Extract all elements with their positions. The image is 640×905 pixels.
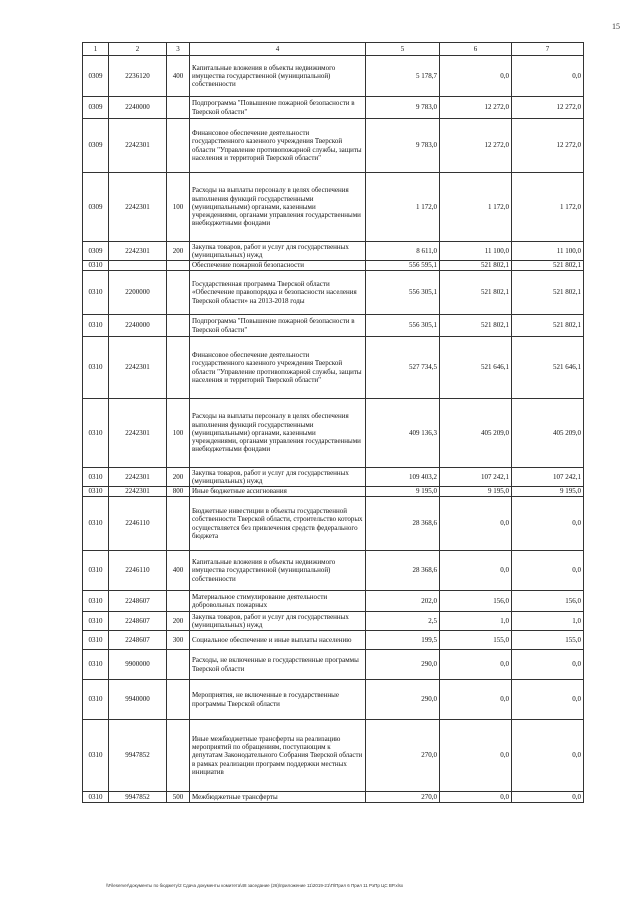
cell-c7: 9 195,0 (512, 487, 584, 497)
header-cell: 1 (83, 43, 109, 56)
cell-c3 (167, 650, 190, 680)
cell-c7: 0,0 (512, 680, 584, 720)
cell-c1: 0309 (83, 242, 109, 261)
cell-c1: 0310 (83, 399, 109, 468)
cell-c6: 0,0 (440, 720, 512, 792)
cell-c5: 9 783,0 (366, 119, 440, 173)
cell-c2: 9947852 (109, 792, 167, 803)
cell-c1: 0309 (83, 173, 109, 242)
cell-c1: 0309 (83, 119, 109, 173)
cell-c7: 521 802,1 (512, 271, 584, 315)
cell-c4: Закупка товаров, работ и услуг для государственных (муниципальных) нужд (190, 468, 366, 487)
table-row (83, 631, 584, 650)
cell-c4: Социальное обеспечение и иные выплаты населению (190, 631, 366, 650)
cell-c4: Бюджетные инвестиции в объекты государственной собственности Тверской области, строительство которых осуществляется без привлечения средств федерального бюджета (190, 497, 366, 551)
cell-c7: 521 646,1 (512, 337, 584, 399)
cell-c7: 0,0 (512, 720, 584, 792)
cell-c2: 2246110 (109, 497, 167, 551)
cell-c1: 0310 (83, 720, 109, 792)
cell-c2: 2248607 (109, 612, 167, 631)
cell-c3: 300 (167, 631, 190, 650)
table-row (83, 56, 584, 97)
table-row (83, 315, 584, 337)
cell-c6: 521 646,1 (440, 337, 512, 399)
cell-c3 (167, 261, 190, 271)
cell-c6: 521 802,1 (440, 271, 512, 315)
cell-c6: 0,0 (440, 56, 512, 97)
page-number: 15 (612, 22, 620, 31)
cell-c7: 155,0 (512, 631, 584, 650)
cell-c3 (167, 720, 190, 792)
header-cell: 7 (512, 43, 584, 56)
cell-c1: 0310 (83, 271, 109, 315)
table-row (83, 720, 584, 792)
cell-c6: 1 172,0 (440, 173, 512, 242)
cell-c7: 521 802,1 (512, 315, 584, 337)
cell-c2: 2242301 (109, 337, 167, 399)
table-row (83, 650, 584, 680)
cell-c1: 0310 (83, 261, 109, 271)
cell-c4: Подпрограмма "Повышение пожарной безопасности в Тверской области" (190, 315, 366, 337)
cell-c1: 0310 (83, 337, 109, 399)
cell-c6: 0,0 (440, 551, 512, 591)
cell-c1: 0310 (83, 650, 109, 680)
cell-c5: 9 195,0 (366, 487, 440, 497)
cell-c7: 12 272,0 (512, 97, 584, 119)
cell-c5: 270,0 (366, 792, 440, 803)
cell-c3: 400 (167, 551, 190, 591)
cell-c4: Иные бюджетные ассигнования (190, 487, 366, 497)
cell-c6: 12 272,0 (440, 97, 512, 119)
cell-c4: Обеспечение пожарной безопасности (190, 261, 366, 271)
cell-c3: 500 (167, 792, 190, 803)
cell-c2: 2240000 (109, 97, 167, 119)
cell-c4: Расходы, не включенные в государственные программы Тверской области (190, 650, 366, 680)
cell-c4: Закупка товаров, работ и услуг для государственных (муниципальных) нужд (190, 242, 366, 261)
cell-c4: Финансовое обеспечение деятельности государственного казенного учреждения Тверской области "Управление противопожарной службы, защиты населения и территорий Тверской области" (190, 337, 366, 399)
cell-c7: 0,0 (512, 497, 584, 551)
cell-c2 (109, 261, 167, 271)
cell-c3 (167, 315, 190, 337)
cell-c2: 2248607 (109, 591, 167, 612)
header-cell: 2 (109, 43, 167, 56)
cell-c4: Капитальные вложения в объекты недвижимого имущества государственной (муниципальной) собственности (190, 56, 366, 97)
cell-c7: 156,0 (512, 591, 584, 612)
cell-c1: 0310 (83, 680, 109, 720)
table-row (83, 487, 584, 497)
cell-c3 (167, 591, 190, 612)
cell-c3 (167, 680, 190, 720)
cell-c4: Расходы на выплаты персоналу в целях обеспечения выполнения функций государственными (муниципальными) органами, казенными учреждениями, органами управления государственными внебюджетными фондами (190, 399, 366, 468)
budget-table (82, 42, 584, 803)
cell-c7: 1 172,0 (512, 173, 584, 242)
cell-c2: 2242301 (109, 468, 167, 487)
cell-c5: 270,0 (366, 720, 440, 792)
cell-c4: Мероприятия, не включенные в государственные программы Тверской области (190, 680, 366, 720)
cell-c3: 100 (167, 399, 190, 468)
cell-c1: 0310 (83, 591, 109, 612)
cell-c1: 0310 (83, 551, 109, 591)
cell-c6: 0,0 (440, 650, 512, 680)
cell-c6: 1,0 (440, 612, 512, 631)
table-row (83, 119, 584, 173)
table-row (83, 680, 584, 720)
cell-c6: 521 802,1 (440, 261, 512, 271)
table-row (83, 242, 584, 261)
cell-c1: 0310 (83, 631, 109, 650)
table-row (83, 497, 584, 551)
cell-c6: 0,0 (440, 497, 512, 551)
cell-c1: 0309 (83, 97, 109, 119)
cell-c6: 9 195,0 (440, 487, 512, 497)
file-path-footer: \\Fileserver\документы по бюджету\2 Сдача документы комитета\48 заседание (26)\приложение 11\2019-21\П\Прил 6 Прил 11 РзПр ЦС ВР.xlsx (106, 883, 404, 888)
cell-c5: 109 403,2 (366, 468, 440, 487)
cell-c6: 11 100,0 (440, 242, 512, 261)
cell-c6: 0,0 (440, 680, 512, 720)
header-cell: 5 (366, 43, 440, 56)
cell-c1: 0310 (83, 612, 109, 631)
cell-c2: 2240000 (109, 315, 167, 337)
cell-c5: 1 172,0 (366, 173, 440, 242)
cell-c7: 521 802,1 (512, 261, 584, 271)
table-row (83, 271, 584, 315)
table-row (83, 468, 584, 487)
table-body (83, 43, 584, 803)
cell-c5: 199,5 (366, 631, 440, 650)
cell-c6: 0,0 (440, 792, 512, 803)
cell-c5: 556 305,1 (366, 315, 440, 337)
cell-c7: 107 242,1 (512, 468, 584, 487)
header-cell: 4 (190, 43, 366, 56)
cell-c6: 107 242,1 (440, 468, 512, 487)
cell-c5: 28 368,6 (366, 497, 440, 551)
cell-c3 (167, 497, 190, 551)
cell-c4: Финансовое обеспечение деятельности государственного казенного учреждения Тверской области "Управление противопожарной службы, защиты населения и территорий Тверской области" (190, 119, 366, 173)
cell-c3: 400 (167, 56, 190, 97)
cell-c1: 0310 (83, 792, 109, 803)
cell-c1: 0310 (83, 497, 109, 551)
table-row (83, 551, 584, 591)
cell-c7: 12 272,0 (512, 119, 584, 173)
cell-c4: Материальное стимулирование деятельности добровольных пожарных (190, 591, 366, 612)
cell-c7: 1,0 (512, 612, 584, 631)
cell-c6: 156,0 (440, 591, 512, 612)
cell-c5: 8 611,0 (366, 242, 440, 261)
cell-c4: Подпрограмма "Повышение пожарной безопасности в Тверской области" (190, 97, 366, 119)
cell-c2: 9947852 (109, 720, 167, 792)
cell-c5: 527 734,5 (366, 337, 440, 399)
cell-c5: 5 178,7 (366, 56, 440, 97)
cell-c4: Иные межбюджетные трансферты на реализацию мероприятий по обращениям, поступающим к депутатам Законодательного Собрания Тверской области в рамках реализации программ поддержки местных инициатив (190, 720, 366, 792)
cell-c4: Расходы на выплаты персоналу в целях обеспечения выполнения функций государственными (муниципальными) органами, казенными учреждениями, органами управления государственными внебюджетными фондами (190, 173, 366, 242)
table-row (83, 173, 584, 242)
cell-c4: Государственная программа Тверской области «Обеспечение правопорядка и безопасности населения Тверской области» на 2013-2018 годы (190, 271, 366, 315)
cell-c6: 405 209,0 (440, 399, 512, 468)
table-row (83, 591, 584, 612)
table-header-row (83, 43, 584, 56)
cell-c3: 200 (167, 612, 190, 631)
cell-c6: 12 272,0 (440, 119, 512, 173)
table-row (83, 612, 584, 631)
cell-c4: Межбюджетные трансферты (190, 792, 366, 803)
cell-c1: 0310 (83, 487, 109, 497)
cell-c5: 290,0 (366, 680, 440, 720)
cell-c2: 2242301 (109, 487, 167, 497)
cell-c4: Капитальные вложения в объекты недвижимого имущества государственной (муниципальной) собственности (190, 551, 366, 591)
cell-c5: 202,0 (366, 591, 440, 612)
cell-c5: 409 136,3 (366, 399, 440, 468)
table-row (83, 399, 584, 468)
table-row (83, 97, 584, 119)
cell-c5: 2,5 (366, 612, 440, 631)
cell-c3 (167, 271, 190, 315)
cell-c2: 2242301 (109, 242, 167, 261)
cell-c4: Закупка товаров, работ и услуг для государственных (муниципальных) нужд (190, 612, 366, 631)
cell-c3 (167, 337, 190, 399)
cell-c5: 9 783,0 (366, 97, 440, 119)
cell-c1: 0309 (83, 56, 109, 97)
header-cell: 6 (440, 43, 512, 56)
cell-c2: 2242301 (109, 173, 167, 242)
cell-c6: 521 802,1 (440, 315, 512, 337)
cell-c5: 556 595,1 (366, 261, 440, 271)
cell-c2: 2200000 (109, 271, 167, 315)
cell-c7: 0,0 (512, 650, 584, 680)
cell-c1: 0310 (83, 315, 109, 337)
table-row (83, 261, 584, 271)
cell-c7: 0,0 (512, 56, 584, 97)
cell-c6: 155,0 (440, 631, 512, 650)
cell-c3 (167, 97, 190, 119)
cell-c1: 0310 (83, 468, 109, 487)
table-row (83, 337, 584, 399)
cell-c3: 800 (167, 487, 190, 497)
cell-c2: 2242301 (109, 399, 167, 468)
cell-c7: 405 209,0 (512, 399, 584, 468)
cell-c2: 9940000 (109, 680, 167, 720)
header-cell: 3 (167, 43, 190, 56)
cell-c3: 200 (167, 468, 190, 487)
cell-c5: 28 368,6 (366, 551, 440, 591)
table-row (83, 792, 584, 803)
cell-c3: 100 (167, 173, 190, 242)
cell-c5: 290,0 (366, 650, 440, 680)
cell-c2: 2236120 (109, 56, 167, 97)
cell-c7: 11 100,0 (512, 242, 584, 261)
cell-c3 (167, 119, 190, 173)
cell-c2: 2242301 (109, 119, 167, 173)
cell-c7: 0,0 (512, 792, 584, 803)
cell-c3: 200 (167, 242, 190, 261)
cell-c5: 556 305,1 (366, 271, 440, 315)
cell-c7: 0,0 (512, 551, 584, 591)
cell-c2: 9900000 (109, 650, 167, 680)
cell-c2: 2248607 (109, 631, 167, 650)
cell-c2: 2246110 (109, 551, 167, 591)
